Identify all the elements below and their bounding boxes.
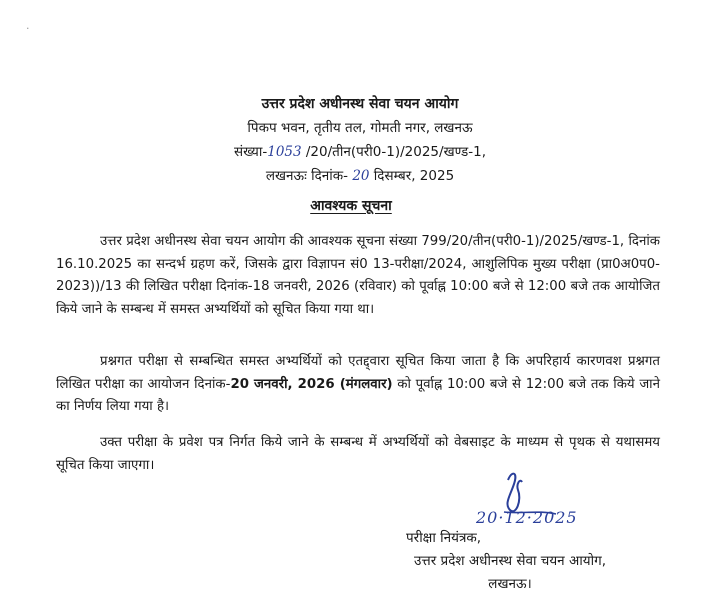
letterhead xyxy=(150,92,570,188)
paragraph-admit-card: उक्त परीक्षा के प्रवेश पत्र निर्गत किये जाने के सम्बन्ध में अभ्यर्थियों को वेबसाइट के माध्यम से पृथक से यथासमय सूचित किया जाएगा। xyxy=(56,435,660,473)
corner-mark: · xyxy=(26,22,30,35)
signature-date: 20·12·2025 xyxy=(476,508,578,527)
signatory-designation: परीक्षा नियंत्रक, xyxy=(406,530,482,546)
organization-title: उत्तर प्रदेश अधीनस्थ सेवा चयन आयोग xyxy=(261,96,459,112)
signatory-organization: उत्तर प्रदेश अधीनस्थ सेवा चयन आयोग, xyxy=(414,553,606,569)
reference-suffix: /20/तीन(परी0-1)/2025/खण्ड-1, xyxy=(301,144,486,160)
date-prefix: लखनऊः दिनांक- xyxy=(265,168,353,184)
signatory-city: लखनऊ। xyxy=(488,576,532,592)
new-exam-date: 20 जनवरी, 2026 (मंगलवार) xyxy=(230,376,393,392)
organization-address: पिकप भवन, तृतीय तल, गोमती नगर, लखनऊ xyxy=(247,120,473,136)
paragraph-reschedule xyxy=(56,351,660,419)
paragraph-reschedule-part-1: प्रश्नगत परीक्षा से सम्बन्धित समस्त अभ्यर्थियों को एतद्द्वारा सूचित किया जाता है कि अपरिहार्य कारणवश प्रश्नगत लिखित परीक्षा का आयोजन दिनांक- xyxy=(56,354,660,392)
reference-prefix: संख्या- xyxy=(234,144,268,160)
letter-date xyxy=(150,164,570,188)
paragraph-reference: उत्तर प्रदेश अधीनस्थ सेवा चयन आयोग की आवश्यक सूचना संख्या 799/20/तीन(परी0-1)/2025/खण्ड-1, दिनांक 16.10.2025 का सन्दर्भ ग्रहण करें, जिसके द्वारा विज्ञापन सं0 13-परीक्षा/2024, आशुलिपिक मुख्य परीक्षा (प्रा0अ0प0-2023))/13 की लिखित परीक्षा दिनांक-18 जनवरी, 2026 (रविवार) को पूर्वाह्न 10:00 बजे से 12:00 बजे तक आयोजित किये जाने के सम्बन्ध में समस्त अभ्यर्थियों को सूचित किया गया था। xyxy=(56,234,660,317)
reference-number xyxy=(150,140,570,164)
paragraph-reschedule-part-2: को पूर्वाह्न 10:00 बजे से 12:00 बजे तक किये जाने का निर्णय लिया गया है। xyxy=(56,376,661,414)
date-handwritten-day: 20 xyxy=(352,168,370,184)
signatory-block xyxy=(360,527,660,596)
notice-heading-text: आवश्यक सूचना xyxy=(310,198,392,214)
reference-handwritten-number: 1053 xyxy=(267,144,302,160)
notice-heading xyxy=(0,196,702,215)
date-suffix: दिसम्बर, 2025 xyxy=(369,168,455,184)
